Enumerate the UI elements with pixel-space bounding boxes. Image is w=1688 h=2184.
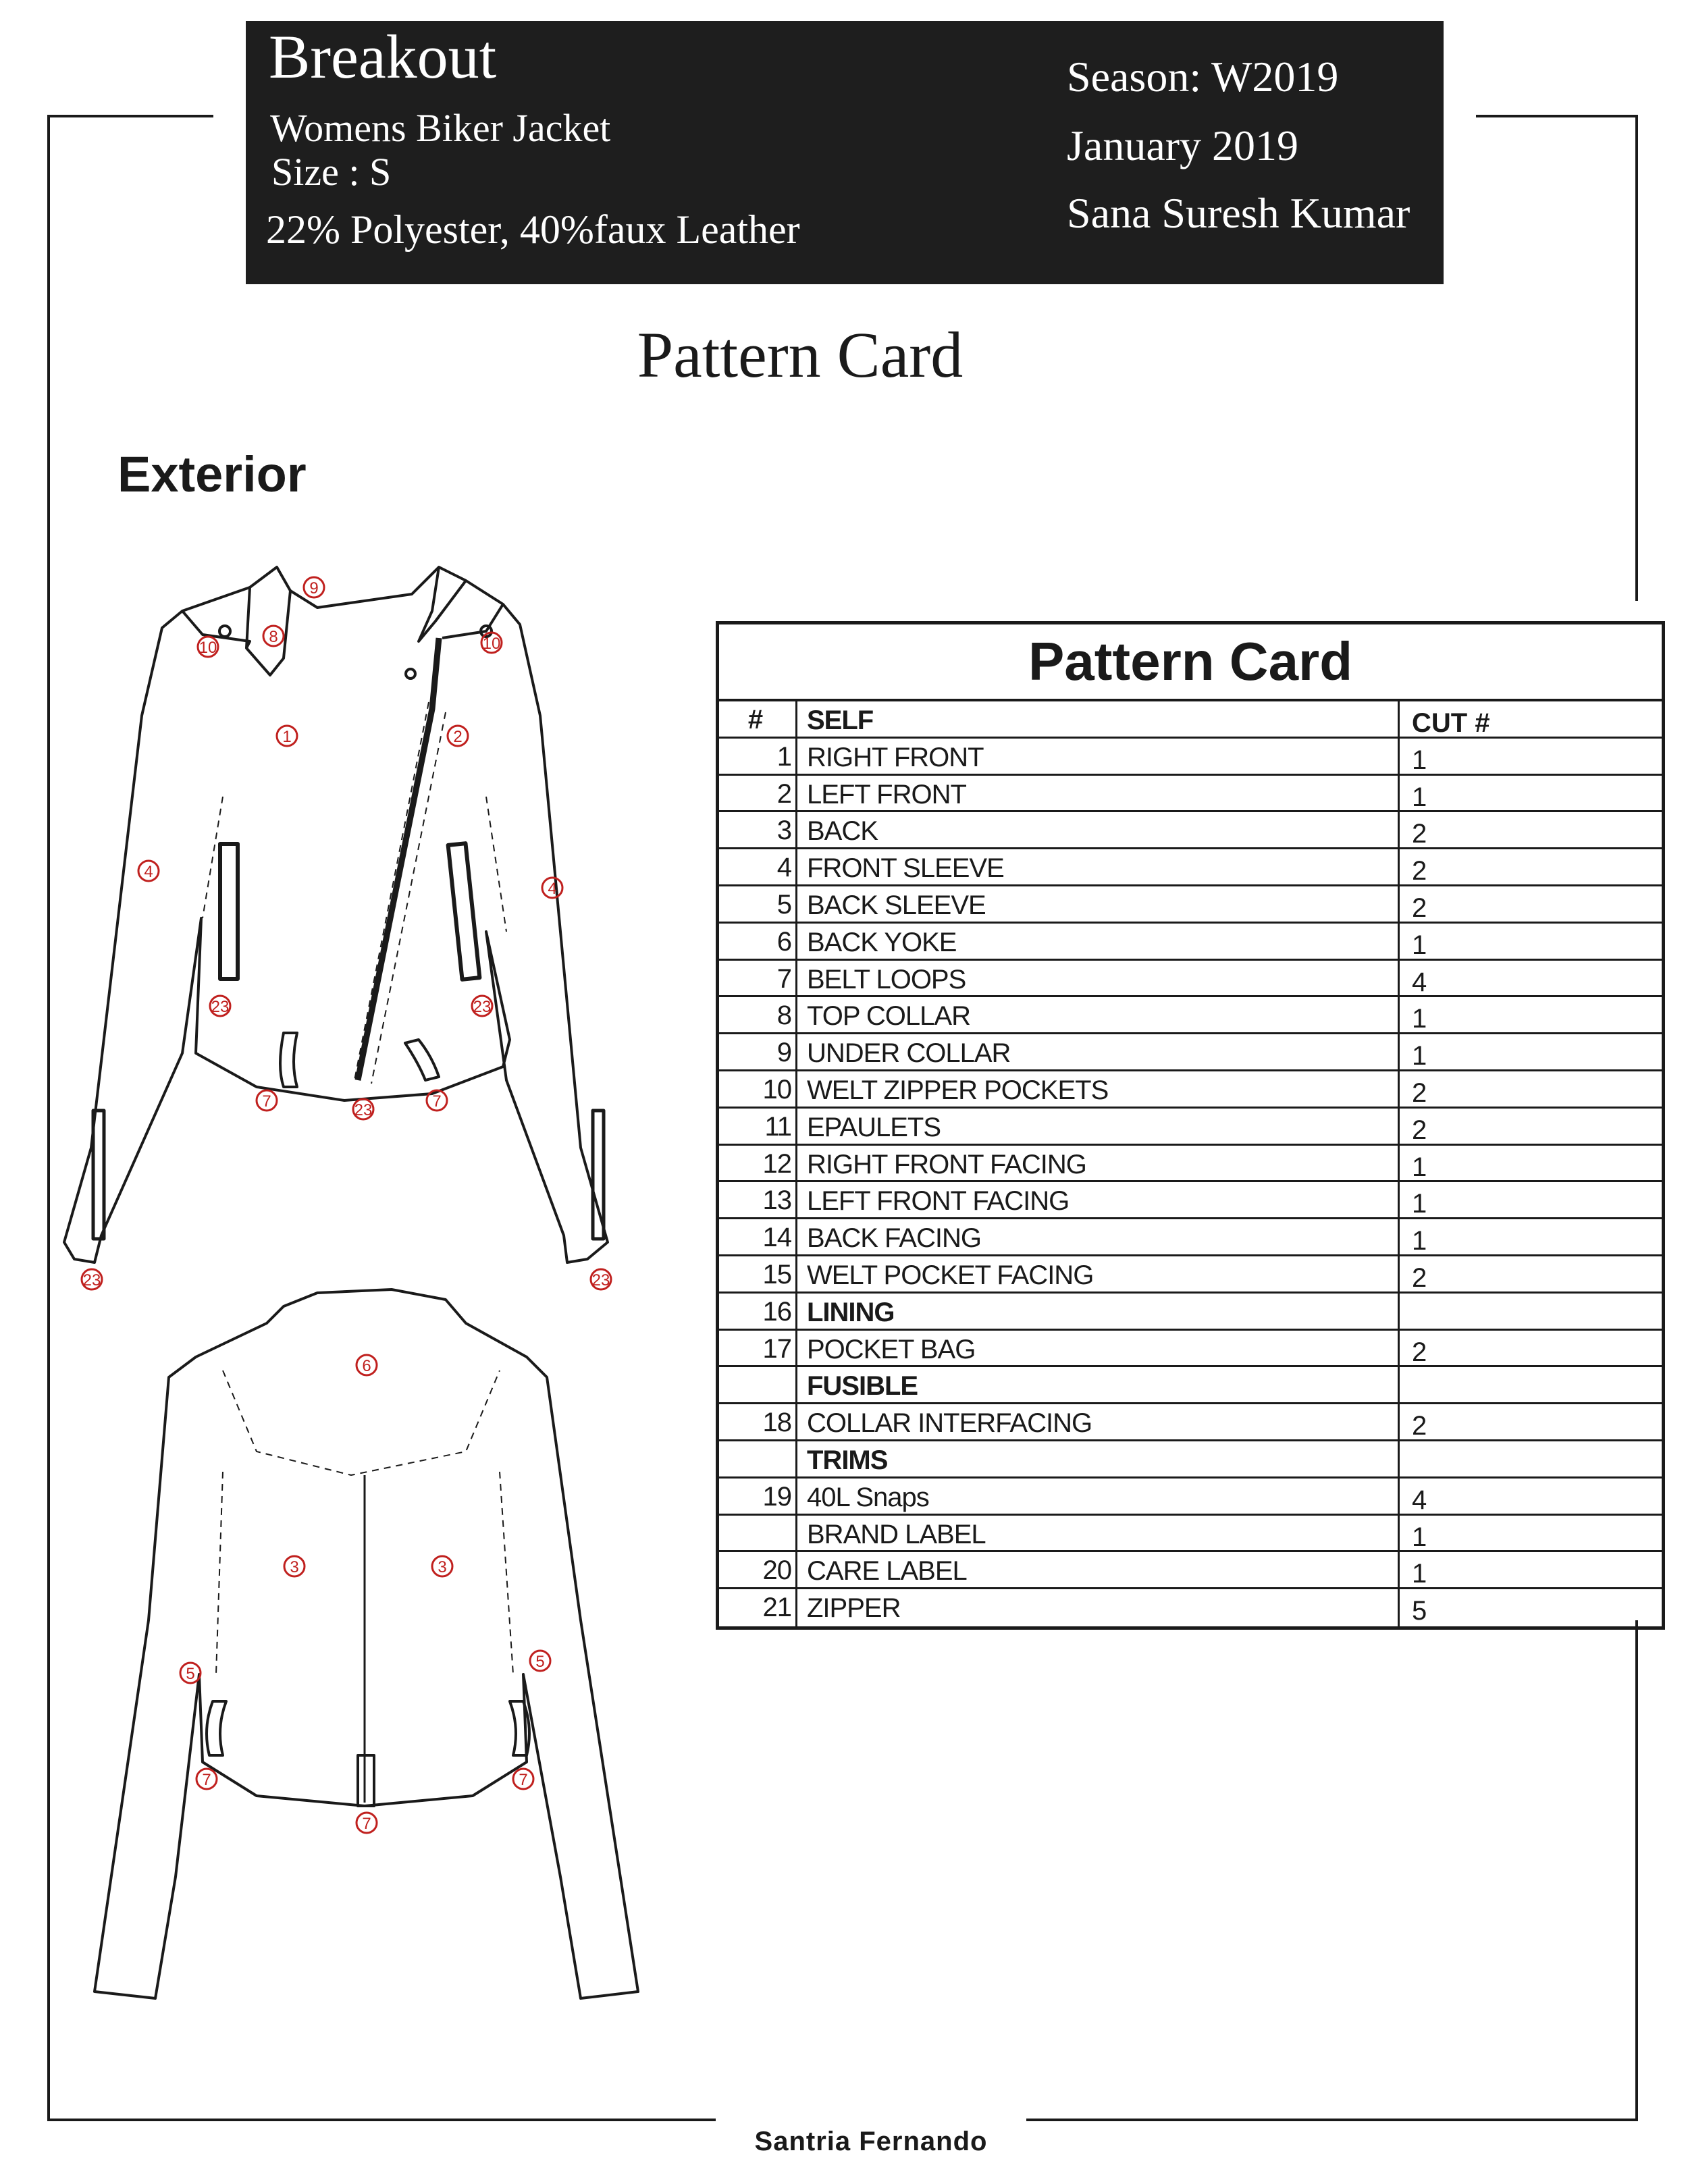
brand-name: Breakout: [269, 22, 497, 91]
row-number: 9: [719, 1034, 797, 1069]
table-row: [719, 1146, 1662, 1183]
svg-text:7: 7: [362, 1815, 371, 1833]
callout-front-23b: [472, 996, 492, 1016]
row-cut-count: [1400, 1441, 1662, 1476]
callout-front-9: [304, 577, 324, 597]
row-number: [719, 1516, 797, 1551]
row-cut-count: 4: [1412, 967, 1427, 997]
callout-back-7a: [196, 1769, 217, 1789]
table-row: [719, 1256, 1662, 1294]
callout-front-10a: [198, 637, 218, 657]
size-label: Size : S: [271, 150, 392, 194]
table-row: [719, 997, 1662, 1034]
table-row: [719, 776, 1662, 813]
front-collar: [246, 567, 466, 675]
table-row: [719, 1516, 1662, 1553]
svg-text:10: 10: [482, 635, 501, 653]
table-row: [719, 1182, 1662, 1219]
row-part-name: POCKET BAG: [797, 1331, 1400, 1366]
row-cut-count: 2: [1412, 1262, 1427, 1293]
table-row: [719, 961, 1662, 998]
front-sleeve-zipper-right: [593, 1111, 604, 1239]
row-cut-count: 1: [1412, 782, 1427, 812]
row-number: 8: [719, 997, 797, 1032]
row-number: 4: [719, 849, 797, 884]
svg-text:9: 9: [309, 579, 319, 597]
row-cut-count: [1400, 1367, 1662, 1402]
product-name: Womens Biker Jacket: [270, 106, 611, 150]
row-cut-count: 4: [1412, 1485, 1427, 1515]
row-part-name: BACK FACING: [797, 1219, 1400, 1254]
row-part-name: 40L Snaps: [797, 1479, 1400, 1514]
row-part-name: BACK: [797, 812, 1400, 847]
table-row: [719, 1071, 1662, 1109]
row-number: 2: [719, 776, 797, 811]
row-number: 3: [719, 812, 797, 847]
table-row: [719, 739, 1662, 776]
row-number: 14: [719, 1219, 797, 1254]
table-row: [719, 1034, 1662, 1071]
row-part-name: RIGHT FRONT: [797, 739, 1400, 774]
row-number: 7: [719, 961, 797, 996]
row-part-name: WELT POCKET FACING: [797, 1256, 1400, 1291]
table-row: [719, 812, 1662, 849]
row-part-name: LEFT FRONT FACING: [797, 1182, 1400, 1217]
row-number: 10: [719, 1071, 797, 1107]
svg-text:3: 3: [290, 1558, 299, 1576]
row-cut-count: 1: [1412, 1004, 1427, 1034]
svg-text:4: 4: [548, 880, 557, 898]
row-cut-count: 1: [1412, 1041, 1427, 1071]
row-number: 18: [719, 1404, 797, 1439]
row-part-name: ZIPPER: [797, 1589, 1400, 1626]
row-cut-count: 1: [1412, 1189, 1427, 1219]
row-number: 21: [719, 1589, 797, 1626]
row-cut-count: 1: [1412, 930, 1427, 960]
row-number: [719, 1441, 797, 1476]
svg-text:2: 2: [453, 728, 463, 746]
callout-back-5b: [530, 1651, 550, 1671]
row-number: 5: [719, 886, 797, 922]
row-cut-count: 1: [1412, 1522, 1427, 1552]
svg-text:23: 23: [591, 1271, 610, 1289]
row-part-name: EPAULETS: [797, 1109, 1400, 1144]
table-header-row: [719, 701, 1662, 739]
row-part-name: BRAND LABEL: [797, 1516, 1400, 1551]
callout-back-7b: [513, 1769, 533, 1789]
front-jacket-outline: [64, 567, 608, 1262]
svg-text:6: 6: [362, 1357, 371, 1375]
callout-front-2: [448, 726, 468, 746]
svg-text:23: 23: [82, 1271, 101, 1289]
row-part-name: FRONT SLEEVE: [797, 849, 1400, 884]
front-belt-loop-right: [405, 1040, 439, 1080]
row-cut-count: 2: [1412, 1077, 1427, 1108]
row-cut-count: 2: [1412, 893, 1427, 923]
svg-text:10: 10: [199, 639, 217, 657]
callout-front-7a: [257, 1090, 277, 1111]
table-row: [719, 1331, 1662, 1368]
front-welt-pocket-right: [448, 843, 480, 980]
table-row: [719, 1552, 1662, 1589]
date-label: January 2019: [1067, 122, 1299, 169]
row-cut-count: 2: [1412, 1337, 1427, 1367]
table-row: [719, 1441, 1662, 1479]
col-header-cut: CUT #: [1412, 708, 1490, 738]
front-shoulder-left: [182, 604, 503, 648]
row-part-name: BACK YOKE: [797, 924, 1400, 959]
row-number: 16: [719, 1294, 797, 1329]
designer-name: Sana Suresh Kumar: [1067, 189, 1410, 237]
table-row: [719, 886, 1662, 924]
callout-front-4a: [138, 861, 159, 881]
row-number: 13: [719, 1182, 797, 1217]
row-part-name: LEFT FRONT: [797, 776, 1400, 811]
table-row: [719, 1589, 1662, 1626]
row-part-name: BELT LOOPS: [797, 961, 1400, 996]
callout-back-7c: [357, 1813, 377, 1833]
row-part-name: TRIMS: [797, 1441, 1400, 1476]
svg-text:3: 3: [438, 1558, 447, 1576]
table-row: [719, 849, 1662, 886]
back-belt-loop-left: [207, 1701, 226, 1755]
col-header-self: SELF: [797, 701, 1400, 737]
row-cut-count: 1: [1412, 1559, 1427, 1589]
svg-text:7: 7: [262, 1092, 271, 1111]
row-part-name: RIGHT FRONT FACING: [797, 1146, 1400, 1181]
svg-text:7: 7: [519, 1771, 528, 1789]
pattern-card-table: [716, 621, 1665, 1630]
callout-front-23a: [210, 996, 230, 1016]
row-number: 20: [719, 1552, 797, 1587]
footer-author: Santria Fernando: [754, 2127, 988, 2156]
table-row: [719, 1367, 1662, 1404]
table-row: [719, 924, 1662, 961]
row-number: 1: [719, 739, 797, 774]
table-title: Pattern Card: [719, 624, 1662, 701]
callout-front-7b: [427, 1090, 447, 1111]
svg-text:5: 5: [535, 1653, 545, 1671]
row-cut-count: [1400, 1294, 1662, 1329]
season-label: Season: W2019: [1067, 53, 1339, 101]
front-welt-pocket-left: [220, 844, 238, 979]
svg-text:4: 4: [144, 863, 153, 881]
svg-text:23: 23: [473, 998, 492, 1016]
callout-front-10b: [481, 633, 502, 653]
svg-text:7: 7: [202, 1771, 211, 1789]
svg-text:5: 5: [186, 1665, 195, 1683]
callout-back-3a: [284, 1556, 305, 1576]
callout-front-8: [263, 626, 284, 646]
row-part-name: BACK SLEEVE: [797, 886, 1400, 922]
callout-back-3b: [432, 1556, 452, 1576]
table-row: [719, 1219, 1662, 1256]
table-row: [719, 1294, 1662, 1331]
row-cut-count: 5: [1412, 1596, 1427, 1626]
row-cut-count: 2: [1412, 819, 1427, 849]
table-row: [719, 1479, 1662, 1516]
row-number: 12: [719, 1146, 797, 1181]
row-part-name: CARE LABEL: [797, 1552, 1400, 1587]
row-part-name: WELT ZIPPER POCKETS: [797, 1071, 1400, 1107]
row-cut-count: 2: [1412, 1115, 1427, 1145]
front-sleeve-zipper-left: [93, 1111, 104, 1239]
row-cut-count: 2: [1412, 856, 1427, 886]
row-part-name: UNDER COLLAR: [797, 1034, 1400, 1069]
svg-text:8: 8: [269, 628, 278, 646]
row-cut-count: 2: [1412, 1411, 1427, 1441]
page-title: Pattern Card: [637, 319, 964, 391]
back-yoke-seam: [223, 1370, 500, 1475]
table-row: [719, 1404, 1662, 1441]
row-part-name: COLLAR INTERFACING: [797, 1404, 1400, 1439]
row-number: 17: [719, 1331, 797, 1366]
callout-front-23d: [82, 1269, 102, 1289]
front-belt-loop-left: [280, 1033, 297, 1087]
row-number: 11: [719, 1109, 797, 1144]
svg-text:7: 7: [432, 1092, 442, 1111]
row-part-name: LINING: [797, 1294, 1400, 1329]
row-cut-count: 1: [1412, 745, 1427, 775]
section-label-exterior: Exterior: [117, 446, 307, 502]
svg-text:23: 23: [211, 998, 230, 1016]
callout-front-1: [277, 726, 297, 746]
row-number: 19: [719, 1479, 797, 1514]
row-number: [719, 1367, 797, 1402]
callout-front-23c: [353, 1099, 373, 1119]
callout-front-23e: [591, 1269, 611, 1289]
table-body: [719, 739, 1662, 1626]
table-row: [719, 1109, 1662, 1146]
col-header-number: #: [719, 701, 797, 737]
row-part-name: TOP COLLAR: [797, 997, 1400, 1032]
fabric-content: 22% Polyester, 40%faux Leather: [266, 207, 800, 252]
row-number: 6: [719, 924, 797, 959]
back-belt-loop-center: [358, 1755, 374, 1806]
svg-text:23: 23: [354, 1101, 373, 1119]
callout-front-4b: [542, 878, 562, 898]
callout-back-6: [357, 1355, 377, 1375]
row-part-name: FUSIBLE: [797, 1367, 1400, 1402]
callout-back-5a: [180, 1663, 201, 1683]
svg-text:1: 1: [282, 728, 292, 746]
row-cut-count: 1: [1412, 1152, 1427, 1182]
row-cut-count: 1: [1412, 1226, 1427, 1256]
back-jacket-outline: [95, 1289, 638, 1998]
row-number: 15: [719, 1256, 797, 1291]
